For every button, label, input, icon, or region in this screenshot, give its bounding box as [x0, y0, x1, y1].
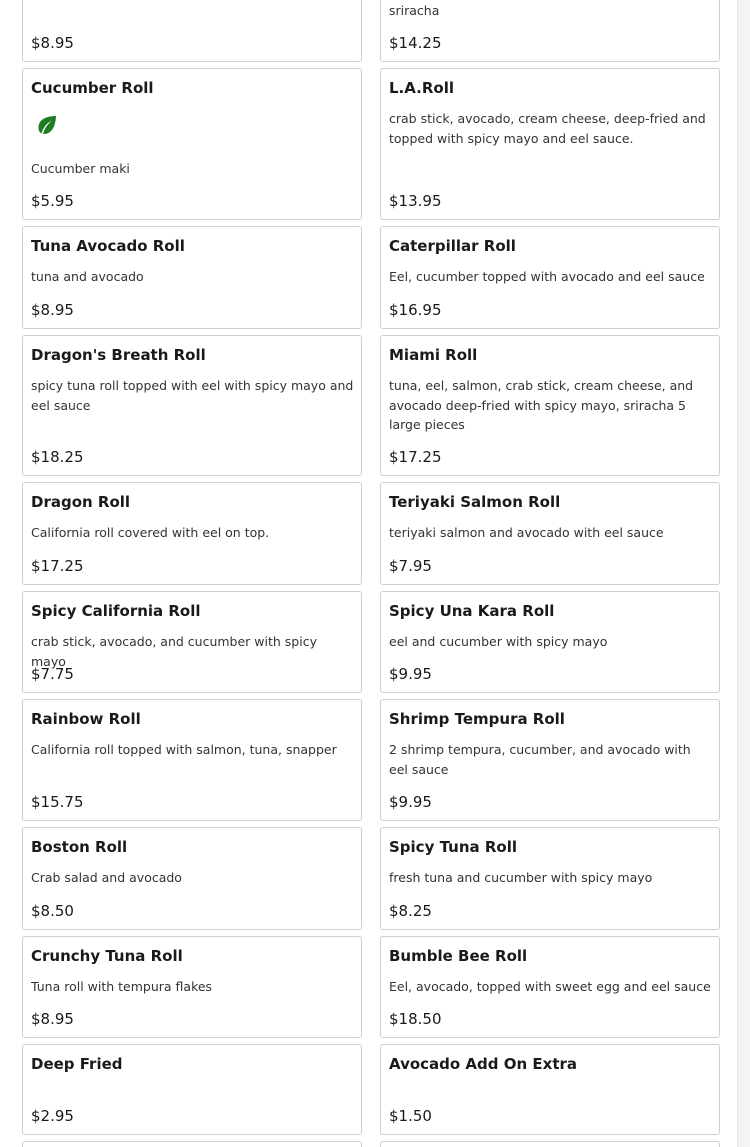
menu-item-card[interactable] [22, 335, 362, 476]
menu-item-price: $8.95 [31, 1010, 74, 1028]
menu-item-description: crab stick, avocado, cream cheese, deep-fried and topped with spicy mayo and eel sauce. [389, 111, 706, 146]
menu-item-description: sriracha [389, 2, 440, 18]
menu-item-description: eel and cucumber with spicy mayo [389, 634, 608, 649]
menu-item-name: Deep Fried [31, 1055, 123, 1073]
menu-item-name: Cucumber Roll [31, 79, 154, 97]
menu-item-card[interactable] [380, 699, 720, 821]
menu-item-description: California roll covered with eel on top. [31, 525, 270, 540]
menu-item-card[interactable] [22, 482, 362, 585]
menu-item-name: Rainbow Roll [31, 710, 141, 728]
menu-item-description: tuna, eel, salmon, crab stick, cream cheese, and avocado deep-fried with spicy mayo, sriracha 5 large pieces [389, 378, 694, 432]
menu-item-card[interactable] [380, 827, 720, 930]
menu-item-price: $15.75 [31, 793, 84, 811]
menu-item-description: California roll topped with salmon, tuna, snapper [31, 742, 337, 757]
menu-item-name: Spicy Una Kara Roll [389, 602, 555, 620]
menu-item-price: $9.95 [389, 793, 432, 811]
menu-item-description: Tuna roll with tempura flakes [31, 979, 213, 994]
menu-item-card[interactable] [22, 699, 362, 821]
menu-item-price: $17.25 [31, 557, 84, 575]
menu-item-card[interactable] [380, 1044, 720, 1135]
menu-item-price: $7.75 [31, 665, 74, 683]
menu-item-card[interactable] [22, 827, 362, 930]
menu-item-name: Avocado Add On Extra [389, 1055, 578, 1073]
menu-item-card[interactable] [380, 226, 720, 329]
menu-item-card[interactable] [22, 226, 362, 329]
menu-item-name: Shrimp Tempura Roll [389, 710, 565, 728]
menu-item-name: Caterpillar Roll [389, 237, 516, 255]
menu-item-card[interactable] [22, 1141, 362, 1147]
menu-item-name: L.A.Roll [389, 79, 454, 97]
menu-item-description: spicy tuna roll topped with eel with spicy mayo and eel sauce [31, 378, 354, 413]
menu-item-card[interactable] [380, 482, 720, 585]
menu-item-description: Eel, avocado, topped with sweet egg and eel sauce [389, 979, 711, 994]
menu-item-description: crab stick, avocado, and cucumber with spicy mayo [31, 634, 317, 669]
menu-item-card[interactable] [380, 335, 720, 476]
menu-item-price: $5.95 [31, 192, 74, 210]
menu-item-card[interactable] [22, 936, 362, 1038]
menu-item-description: fresh tuna and cucumber with spicy mayo [389, 870, 653, 885]
menu-item-price: $16.95 [389, 301, 442, 319]
menu-item-card[interactable] [380, 68, 720, 220]
menu-item-name: Spicy California Roll [31, 602, 201, 620]
menu-item-name: Teriyaki Salmon Roll [389, 493, 561, 511]
menu-item-card[interactable] [22, 68, 362, 220]
menu-item-card[interactable] [22, 591, 362, 693]
leaf-icon [35, 113, 59, 137]
menu-item-name: Dragon Roll [31, 493, 131, 511]
menu-item-card[interactable] [22, 0, 362, 62]
menu-item-price: $8.95 [31, 34, 74, 52]
menu-item-name: Bumble Bee Roll [389, 947, 528, 965]
menu-item-price: $9.95 [389, 665, 432, 683]
menu-item-price: $18.25 [31, 448, 84, 466]
menu-item-description: tuna and avocado [31, 269, 144, 284]
menu-item-price: $2.95 [31, 1107, 74, 1125]
menu-item-card[interactable] [380, 936, 720, 1038]
menu-item-name: Crunchy Tuna Roll [31, 947, 183, 965]
menu-item-name: Tuna Avocado Roll [31, 237, 185, 255]
menu-item-description: Eel, cucumber topped with avocado and eel sauce [389, 269, 705, 284]
menu-item-name: Boston Roll [31, 838, 128, 856]
menu-item-price: $1.50 [389, 1107, 432, 1125]
menu-item-description: 2 shrimp tempura, cucumber, and avocado with eel sauce [389, 742, 691, 777]
menu-item-description: teriyaki salmon and avocado with eel sauce [389, 525, 664, 540]
menu-item-name: Spicy Tuna Roll [389, 838, 517, 856]
menu-item-price: $18.50 [389, 1010, 442, 1028]
menu-item-price: $17.25 [389, 448, 442, 466]
menu-item-price: $13.95 [389, 192, 442, 210]
menu-item-price: $7.95 [389, 557, 432, 575]
page-scrollbar[interactable] [737, 0, 750, 1147]
menu-item-price: $8.25 [389, 902, 432, 920]
menu-item-description: Cucumber maki [31, 161, 130, 176]
menu-item-price: $8.95 [31, 301, 74, 319]
menu-item-name: Dragon's Breath Roll [31, 346, 206, 364]
menu-item-name: Miami Roll [389, 346, 478, 364]
menu-item-card[interactable] [380, 0, 720, 62]
menu-item-card[interactable] [380, 591, 720, 693]
menu-item-price: $14.25 [389, 34, 442, 52]
menu-item-card[interactable] [22, 1044, 362, 1135]
menu-item-description: Crab salad and avocado [31, 870, 182, 885]
menu-item-price: $8.50 [31, 902, 74, 920]
menu-item-card[interactable] [380, 1141, 720, 1147]
